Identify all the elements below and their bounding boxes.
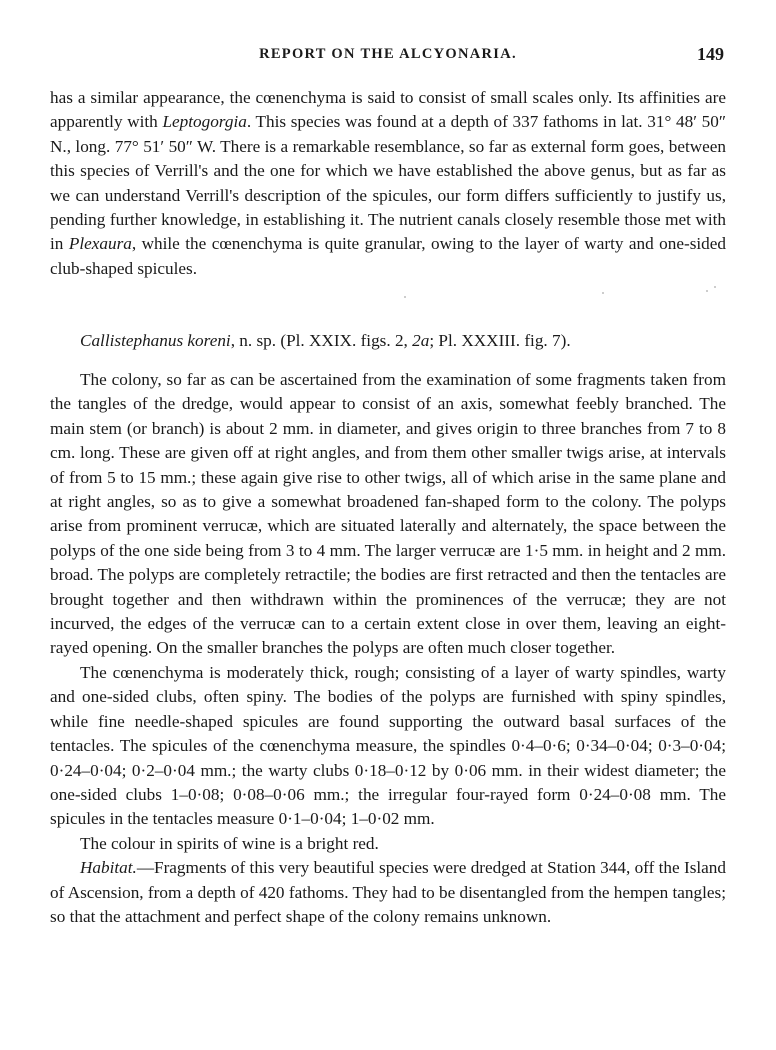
running-title: REPORT ON THE ALCYONARIA. [259, 46, 517, 62]
scan-speck [714, 286, 716, 288]
colour-paragraph: The colour in spirits of wine is a bright red. [80, 833, 379, 853]
species-description [50, 368, 726, 929]
running-head [0, 44, 776, 68]
colony-paragraph: The colony, so far as can be ascertained from the examination of some fragments taken from the tangles of the dredge, would appear to consist of an axis, somewhat feebly branched. The main stem (or branch) is about 2 mm. in diameter, and gives origin to three branches from 7 to 8 cm. long. These are given off at right angles, and from them other smaller twigs arise, at intervals of from 5 to 15 mm.; these again give rise to other twigs, all of which arise in the same plane and at right angles, so as to give a somewhat broadened fan-shaped form to the colony. The polyps arise from prominent verrucæ, which are situated laterally and alternately, the space between the polyps of the one side being from 3 to 4 mm. The larger verrucæ are 1·5 mm. in height and 2 mm. broad. The polyps are completely retractile; the bodies are first retracted and then the tentacles are brought together and then withdrawn within the prominences of the verrucæ; they are not incurved, the edges of the verrucæ can to a certain extent close in over them, leaving an eight-rayed opening. On the smaller branches the polyps are often much closer together. [50, 370, 726, 658]
coenenchyma-paragraph: The cœnenchyma is moderately thick, rough; consisting of a layer of warty spindles, warty and one-sided clubs, often spiny. The bodies of the polyps are furnished with spiny spindles, while fine needle-shaped spicules are found supporting the outward basal surfaces of the tentacles. The spicules of the cœnenchyma measure, the spindles 0·4–0·6; 0·34–0·04; 0·3–0·04; 0·24–0·04; 0·2–0·04 mm.; the warty clubs 0·18–0·12 by 0·06 mm. in their widest diameter; the one-sided clubs 1–0·08; 0·08–0·06 mm.; the irregular four-rayed form 0·24–0·08 mm. The spicules in the tentacles measure 0·1–0·04; 1–0·02 mm. [50, 662, 726, 829]
scan-speck [602, 292, 604, 294]
genus-name: Leptogorgia [162, 112, 247, 132]
scan-speck [706, 290, 708, 292]
paragraph: has a similar appearance, the cœnenchyma is said to consist of small scales only. Its affinities are apparently with Leptogorgia. This species was found at a depth of 337 fathoms in lat. 31° 48′ 50″ N., long. 77° 51′ 50″ W. There is a remarkable resemblance, so far as external form goes, between this species of Verrill's and the one for which we have established the above genus, but as far as we can understand Verrill's description of the spicules, our form differs sufficiently to justify us, pending further knowledge, in establishing it. The nutrient canals closely resemble those met with in Plexaura, while the cœnenchyma is quite granular, owing to the layer of warty and one-sided club-shaped spicules. [50, 88, 726, 278]
scan-speck [404, 296, 406, 298]
previous-species-paragraph [50, 86, 726, 281]
species-heading: Callistephanus koreni, n. sp. (Pl. XXIX. figs. 2, 2a; Pl. XXXIII. fig. 7). [80, 331, 571, 350]
habitat-label: Habitat. [80, 858, 137, 878]
figure-letter: 2a [412, 331, 430, 350]
habitat-paragraph: Habitat.—Fragments of this very beautiful species were dredged at Station 344, off the Island of Ascension, from a depth of 420 fathoms. They had to be disentangled from the hempen tangles; so that the attachment and perfect shape of the colony remains unknown. [50, 858, 726, 926]
page-number: 149 [697, 44, 724, 64]
genus-name: Plexaura [68, 234, 132, 254]
species-name: Callistephanus koreni [80, 331, 231, 350]
